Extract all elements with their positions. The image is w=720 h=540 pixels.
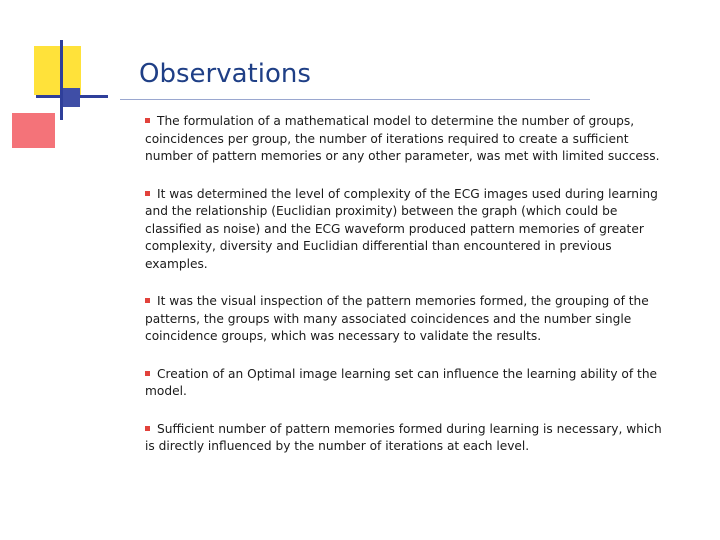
bullet-text: The formulation of a mathematical model to determine the number of groups, coincidences per group, the number of iterations required to create a sufficient number of pattern memories or any other parameter, was met with limited success. <box>145 114 660 163</box>
square-bullet-icon <box>145 118 150 123</box>
bullet-text: It was determined the level of complexity of the ECG images used during learning and the relationship (Euclidian proximity) between the graph (which could be classified as noise) and the ECG waveform produced pattern memories of greater complexity, diversity and Euclidian differential than encountered in previous examples. <box>145 186 658 271</box>
bullet-list <box>145 113 675 476</box>
bullet-item <box>145 366 675 401</box>
bullet-text: Creation of an Optimal image learning set can influence the learning ability of the model. <box>145 366 658 398</box>
bullet-item <box>145 186 675 274</box>
square-bullet-icon <box>145 191 150 196</box>
square-bullet-icon <box>145 298 150 303</box>
decor-blue-square <box>63 88 80 107</box>
slide-title: Observations <box>139 59 311 89</box>
square-bullet-icon <box>145 371 150 376</box>
decor-red-square <box>12 113 55 148</box>
bullet-text: Sufficient number of pattern memories formed during learning is necessary, which is directly influenced by the number of iterations at each level. <box>145 421 662 453</box>
decor-vertical-line <box>60 40 63 120</box>
title-underline <box>120 99 590 100</box>
bullet-item <box>145 113 675 166</box>
bullet-item <box>145 293 675 346</box>
bullet-item <box>145 421 675 456</box>
square-bullet-icon <box>145 426 150 431</box>
bullet-text: It was the visual inspection of the pattern memories formed, the grouping of the patterns, the groups with many associated coincidences and the number single coincidence groups, which was necessary to validate the results. <box>145 294 649 343</box>
